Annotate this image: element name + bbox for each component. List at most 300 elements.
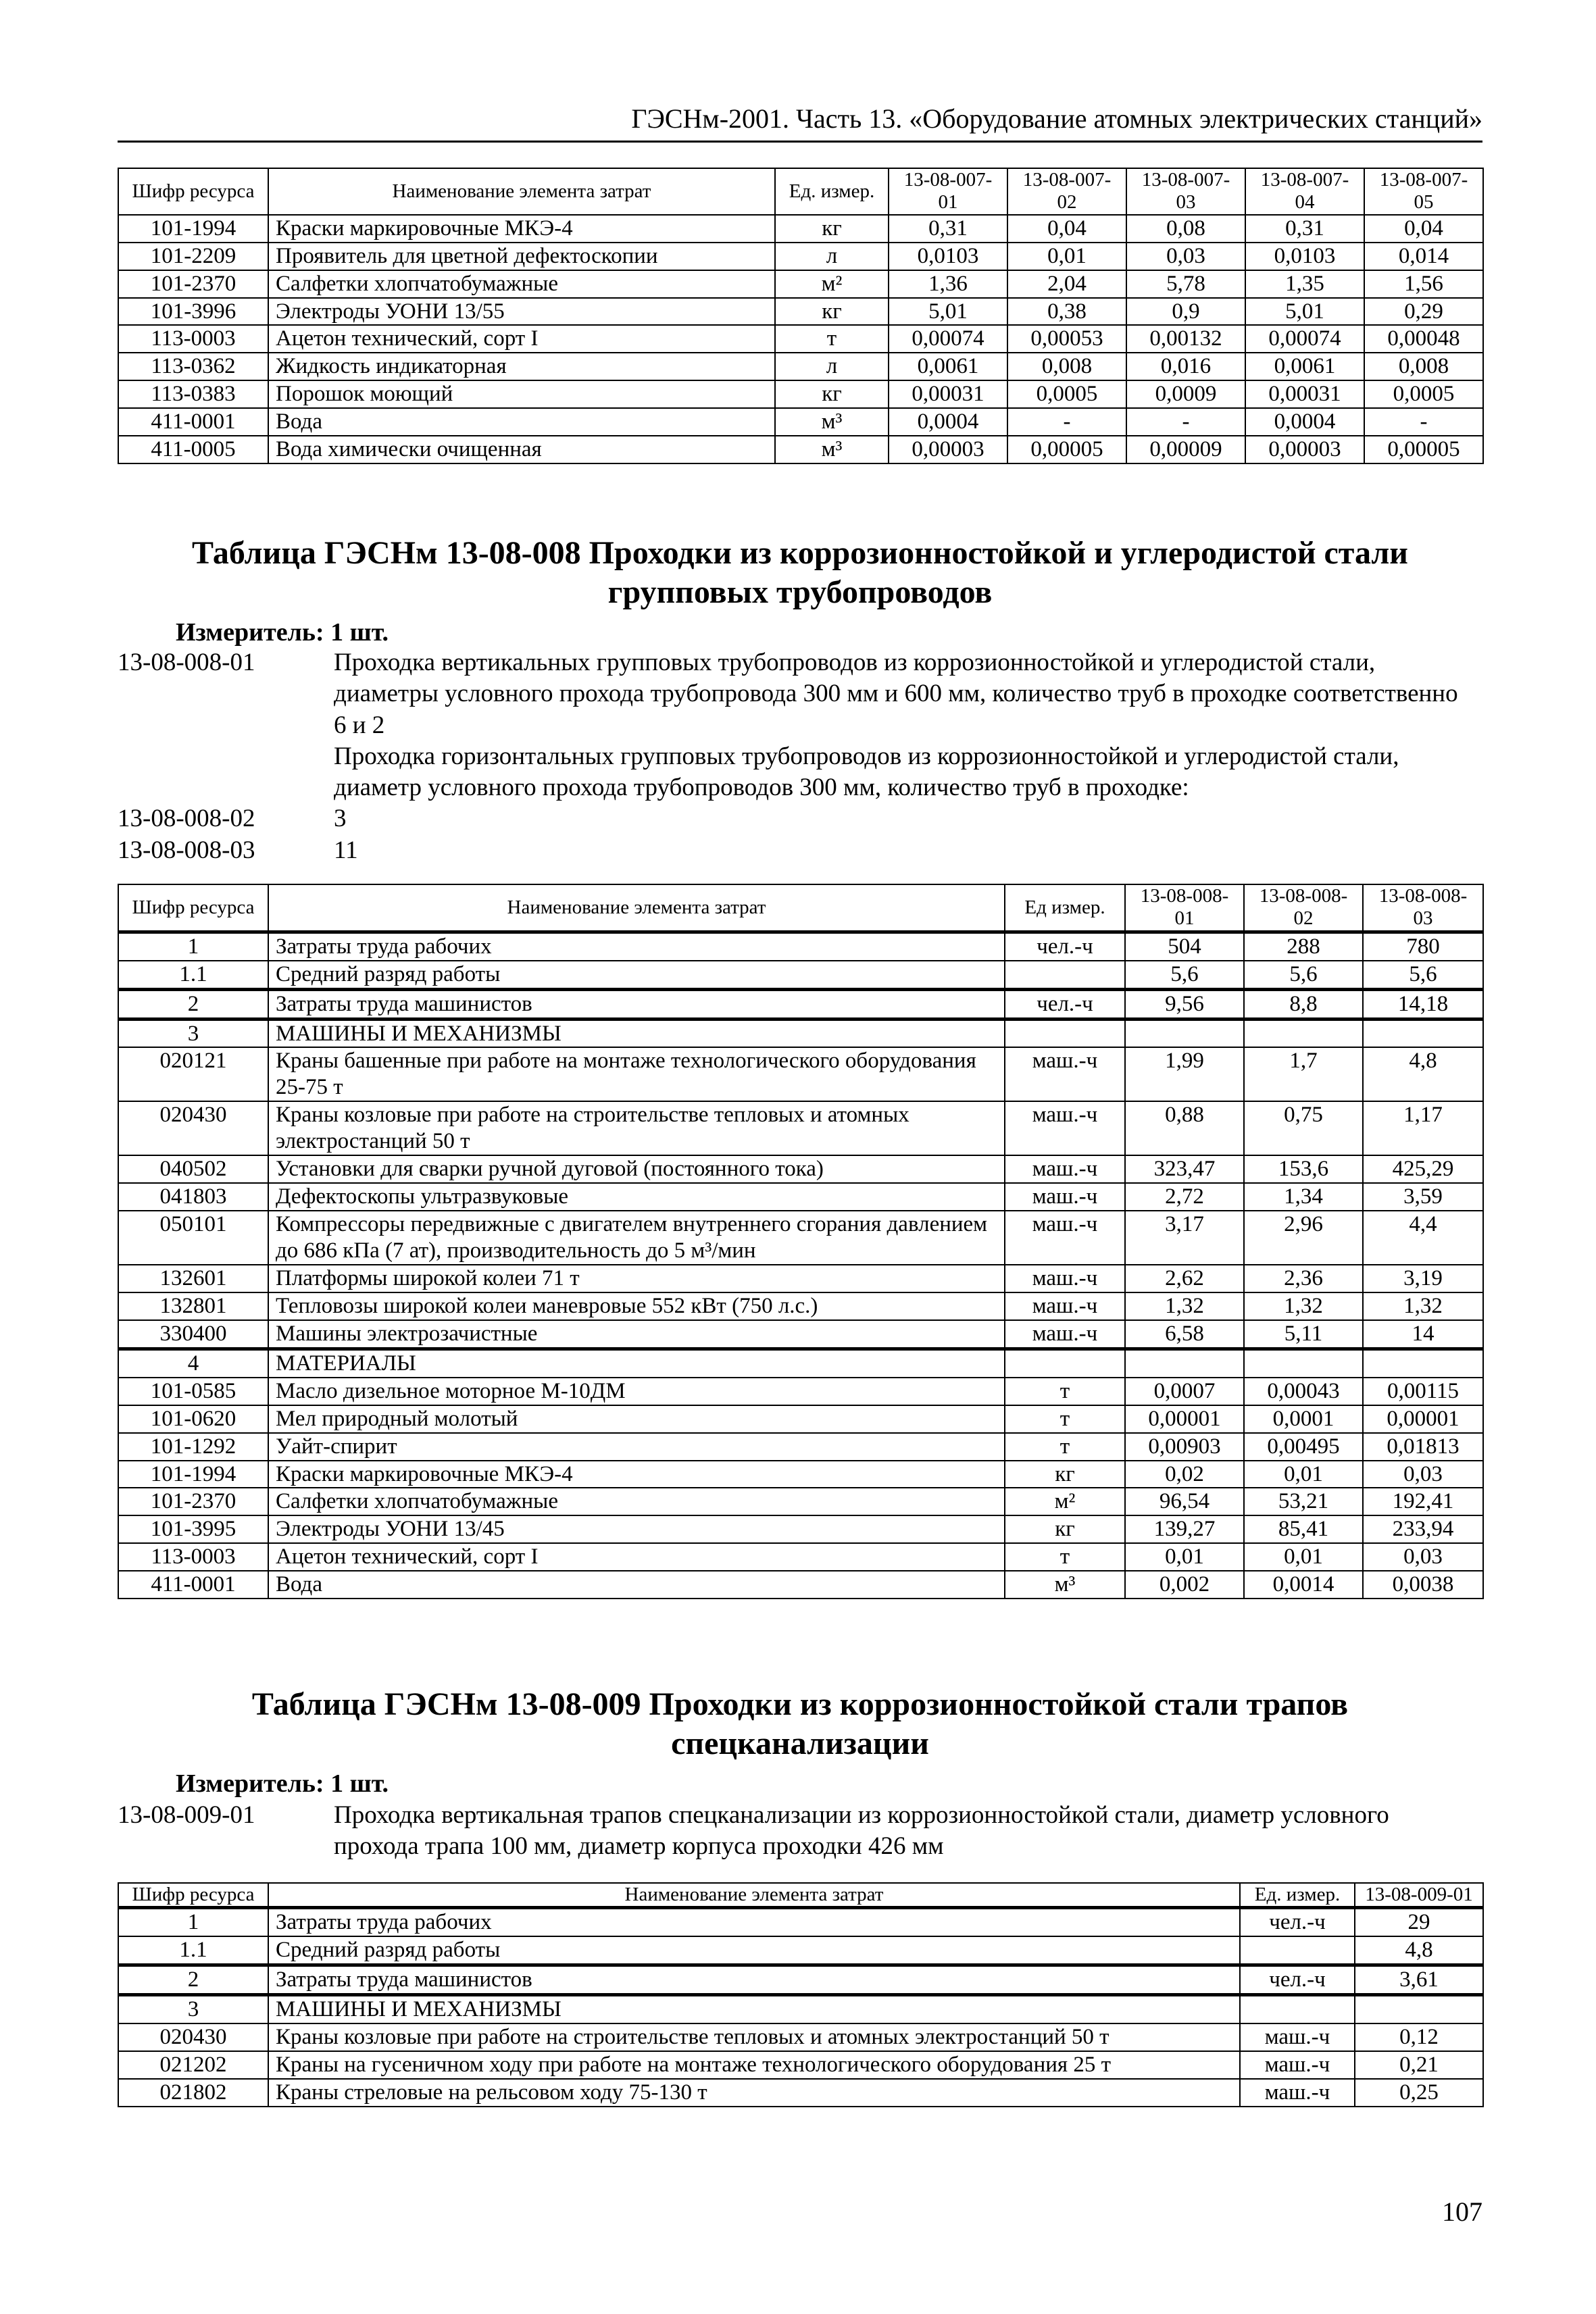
cell-code: 113-0362 — [118, 353, 268, 380]
cell-value: 0,00031 — [1245, 380, 1364, 408]
cell-unit: т — [775, 325, 889, 353]
cell-unit: т — [1005, 1433, 1125, 1461]
header-rule — [118, 141, 1482, 143]
cell-unit: маш.-ч — [1005, 1047, 1125, 1101]
cell-unit: м³ — [775, 408, 889, 436]
cell-unit: маш.-ч — [1240, 2079, 1355, 2107]
cell-code: 113-0383 — [118, 380, 268, 408]
cell-name: Затраты труда рабочих — [268, 932, 1005, 960]
cell-unit: т — [1005, 1405, 1125, 1433]
cell-value: 8,8 — [1244, 989, 1363, 1019]
cell-value — [1125, 1349, 1244, 1377]
table-title-13-08-009 — [118, 1685, 1482, 1763]
header-name: Наименование элемента затрат — [268, 1883, 1240, 1908]
header-col: 13-08-007-02 — [1007, 168, 1126, 215]
cell-value: 153,6 — [1244, 1155, 1363, 1183]
cell-code: 411-0001 — [118, 1571, 268, 1599]
cell-unit: маш.-ч — [1240, 2051, 1355, 2079]
cell-value: 0,29 — [1364, 298, 1483, 326]
table-row — [118, 1405, 1483, 1433]
cell-name: Тепловозы широкой колеи маневровые 552 кВт (750 л.с.) — [268, 1292, 1005, 1320]
cell-code: 101-1292 — [118, 1433, 268, 1461]
cell-name: Электроды УОНИ 13/45 — [268, 1515, 1005, 1543]
cell-value: 0,00001 — [1363, 1405, 1483, 1433]
cell-value: 0,00132 — [1126, 325, 1245, 353]
table-row — [118, 1265, 1483, 1292]
cell-value: 0,00009 — [1126, 436, 1245, 463]
cell-value: 0,00005 — [1364, 436, 1483, 463]
cell-value: 5,01 — [889, 298, 1007, 326]
table-title-13-08-008 — [118, 534, 1482, 611]
cell-code: 041803 — [118, 1183, 268, 1211]
description-code: 13-08-008-01 — [118, 649, 255, 676]
cell-value: 5,6 — [1363, 961, 1483, 989]
header-col: 13-08-008-01 — [1125, 884, 1244, 932]
cell-name: МАТЕРИАЛЫ — [268, 1349, 1005, 1377]
cell-value: 0,01 — [1244, 1543, 1363, 1571]
description-text: Проходка вертикальная трапов спецканализации из коррозионностойкой стали, диаметр условного прохода трапа 100 мм, диаметр корпуса проходки 426 мм — [334, 1801, 1389, 1861]
cell-value: 1,32 — [1244, 1292, 1363, 1320]
cell-value — [1363, 1349, 1483, 1377]
cell-value: 0,008 — [1364, 353, 1483, 380]
cell-value: 0,0004 — [1245, 408, 1364, 436]
cell-unit: маш.-ч — [1005, 1265, 1125, 1292]
cell-value: 0,03 — [1126, 243, 1245, 270]
cell-name: Ацетон технический, сорт I — [268, 325, 775, 353]
table-row — [118, 1349, 1483, 1377]
cell-value: 0,21 — [1355, 2051, 1483, 2079]
cell-name: Вода — [268, 1571, 1005, 1599]
cell-value: 3,19 — [1363, 1265, 1483, 1292]
cell-value: 192,41 — [1363, 1488, 1483, 1515]
cell-value: 5,78 — [1126, 270, 1245, 298]
header-col: 13-08-007-05 — [1364, 168, 1483, 215]
table-row — [118, 1101, 1483, 1155]
header-col: 13-08-008-03 — [1363, 884, 1483, 932]
cell-unit — [1240, 1936, 1355, 1965]
cell-value: 0,25 — [1355, 2079, 1483, 2107]
cell-value: 0,01 — [1007, 243, 1126, 270]
table-row — [118, 353, 1483, 380]
cell-name: Установки для сварки ручной дуговой (постоянного тока) — [268, 1155, 1005, 1183]
cell-unit: чел.-ч — [1240, 1908, 1355, 1936]
table-row — [118, 270, 1483, 298]
description-code: 13-08-008-02 — [118, 805, 255, 833]
table-row — [118, 1571, 1483, 1599]
cell-name: Уайт-спирит — [268, 1433, 1005, 1461]
table-row — [118, 1488, 1483, 1515]
description-row — [118, 803, 1482, 834]
cell-code: 101-2370 — [118, 1488, 268, 1515]
cell-name: Жидкость индикаторная — [268, 353, 775, 380]
cell-value: 3,59 — [1363, 1183, 1483, 1211]
cell-value: 6,58 — [1125, 1320, 1244, 1349]
table-row — [118, 380, 1483, 408]
header-code: Шифр ресурса — [118, 168, 268, 215]
cell-value: 0,0014 — [1244, 1571, 1363, 1599]
table-row — [118, 1155, 1483, 1183]
cell-name: Машины электрозачистные — [268, 1320, 1005, 1349]
cell-code: 1 — [118, 1908, 268, 1936]
table-row — [118, 1320, 1483, 1349]
description-code: 13-08-009-01 — [118, 1801, 255, 1829]
cell-unit: чел.-ч — [1005, 989, 1125, 1019]
table-row — [118, 1292, 1483, 1320]
cell-value: 0,75 — [1244, 1101, 1363, 1155]
cell-name: Салфетки хлопчатобумажные — [268, 270, 775, 298]
cell-code: 132601 — [118, 1265, 268, 1292]
cell-value: 0,00048 — [1364, 325, 1483, 353]
page-number: 107 — [1442, 2196, 1482, 2227]
cell-name: Порошок моющий — [268, 380, 775, 408]
cell-name: Средний разряд работы — [268, 961, 1005, 989]
cell-value: 0,01 — [1244, 1461, 1363, 1488]
cell-code: 101-1994 — [118, 1461, 268, 1488]
cell-value: 0,00003 — [889, 436, 1007, 463]
cell-value: 5,01 — [1245, 298, 1364, 326]
cell-name: МАШИНЫ И МЕХАНИЗМЫ — [268, 1019, 1005, 1047]
cell-code: 411-0001 — [118, 408, 268, 436]
cell-value: 1,32 — [1125, 1292, 1244, 1320]
cell-value: 0,9 — [1126, 298, 1245, 326]
cell-value: 0,00031 — [889, 380, 1007, 408]
cell-value: 780 — [1363, 932, 1483, 960]
cell-value: 5,11 — [1244, 1320, 1363, 1349]
cell-value: 0,00005 — [1007, 436, 1126, 463]
cell-value: 14 — [1363, 1320, 1483, 1349]
table-row — [118, 2051, 1483, 2079]
cell-unit: кг — [1005, 1461, 1125, 1488]
cell-code: 101-1994 — [118, 215, 268, 243]
cell-value: 1,17 — [1363, 1101, 1483, 1155]
title-line: групповых трубопроводов — [607, 574, 993, 610]
cell-value: 0,00003 — [1245, 436, 1364, 463]
cell-value: 1,99 — [1125, 1047, 1244, 1101]
cell-name: Краски маркировочные МКЭ-4 — [268, 215, 775, 243]
cell-value: 0,0005 — [1364, 380, 1483, 408]
cell-code: 4 — [118, 1349, 268, 1377]
cell-name: Салфетки хлопчатобумажные — [268, 1488, 1005, 1515]
table-row — [118, 2023, 1483, 2051]
cell-value: 0,00495 — [1244, 1433, 1363, 1461]
table-row — [118, 1515, 1483, 1543]
cell-unit — [1005, 1349, 1125, 1377]
cell-value: 2,62 — [1125, 1265, 1244, 1292]
table-row — [118, 436, 1483, 463]
cell-name: Масло дизельное моторное М-10ДМ — [268, 1378, 1005, 1405]
cell-value: - — [1364, 408, 1483, 436]
cell-value: 0,12 — [1355, 2023, 1483, 2051]
table-13-08-009 — [118, 1882, 1484, 2107]
header-col: 13-08-007-03 — [1126, 168, 1245, 215]
cell-value: 0,08 — [1126, 215, 1245, 243]
cell-unit: м³ — [1005, 1571, 1125, 1599]
table-row — [118, 325, 1483, 353]
cell-value: 1,32 — [1363, 1292, 1483, 1320]
header-col: 13-08-007-01 — [889, 168, 1007, 215]
cell-value: 1,35 — [1245, 270, 1364, 298]
cell-unit: м² — [775, 270, 889, 298]
cell-unit: м² — [1005, 1488, 1125, 1515]
cell-name: Ацетон технический, сорт I — [268, 1543, 1005, 1571]
cell-value: 1,36 — [889, 270, 1007, 298]
table-header-row — [118, 168, 1483, 215]
cell-name: Мел природный молотый — [268, 1405, 1005, 1433]
cell-unit: маш.-ч — [1005, 1292, 1125, 1320]
cell-code: 021202 — [118, 2051, 268, 2079]
cell-value: 5,6 — [1244, 961, 1363, 989]
cell-code: 113-0003 — [118, 325, 268, 353]
cell-value: 0,04 — [1364, 215, 1483, 243]
cell-code: 101-2370 — [118, 270, 268, 298]
cell-unit: чел.-ч — [1240, 1965, 1355, 1995]
cell-unit: кг — [775, 380, 889, 408]
cell-unit: чел.-ч — [1005, 932, 1125, 960]
cell-code: 020430 — [118, 1101, 268, 1155]
cell-value: 0,00074 — [1245, 325, 1364, 353]
cell-name: Проявитель для цветной дефектоскопии — [268, 243, 775, 270]
cell-value: 29 — [1355, 1908, 1483, 1936]
cell-code: 101-0585 — [118, 1378, 268, 1405]
cell-code: 2 — [118, 1965, 268, 1995]
cell-value: 233,94 — [1363, 1515, 1483, 1543]
cell-value — [1355, 1995, 1483, 2023]
cell-value: 0,00053 — [1007, 325, 1126, 353]
table-row — [118, 932, 1483, 960]
cell-value: 0,00043 — [1244, 1378, 1363, 1405]
cell-value: 139,27 — [1125, 1515, 1244, 1543]
cell-value: 0,0005 — [1007, 380, 1126, 408]
cell-value: 0,01 — [1125, 1543, 1244, 1571]
cell-value — [1244, 1349, 1363, 1377]
cell-code: 132801 — [118, 1292, 268, 1320]
cell-value: 1,34 — [1244, 1183, 1363, 1211]
description-text: 11 — [334, 836, 358, 864]
description-row — [118, 835, 1482, 866]
title-line: Таблица ГЭСНм 13-08-009 Проходки из коррозионностойкой стали трапов — [251, 1686, 1349, 1722]
cell-name: Компрессоры передвижные с двигателем внутреннего сгорания давлением до 686 кПа (7 ат), производительность до 5 м³/мин — [268, 1211, 1005, 1265]
table-row — [118, 298, 1483, 326]
table-row — [118, 1461, 1483, 1488]
cell-value: 0,00115 — [1363, 1378, 1483, 1405]
cell-code: 020430 — [118, 2023, 268, 2051]
table-row — [118, 1183, 1483, 1211]
cell-unit: кг — [775, 215, 889, 243]
table-description — [118, 1800, 1482, 1863]
cell-value: 0,0007 — [1125, 1378, 1244, 1405]
cell-value: 0,38 — [1007, 298, 1126, 326]
cell-name: Затраты труда машинистов — [268, 1965, 1240, 1995]
cell-unit: м³ — [775, 436, 889, 463]
cell-name: Затраты труда рабочих — [268, 1908, 1240, 1936]
cell-name: Краны на гусеничном ходу при работе на монтаже технологического оборудования 25 т — [268, 2051, 1240, 2079]
cell-code: 101-3996 — [118, 298, 268, 326]
cell-code: 040502 — [118, 1155, 268, 1183]
measure-label: Измеритель: 1 шт. — [176, 1769, 389, 1798]
cell-value: 0,03 — [1363, 1543, 1483, 1571]
title-line: спецканализации — [671, 1725, 929, 1761]
cell-unit: кг — [775, 298, 889, 326]
cell-code: 330400 — [118, 1320, 268, 1349]
table-row — [118, 243, 1483, 270]
header-unit: Ед. измер. — [1240, 1883, 1355, 1908]
cell-unit: л — [775, 353, 889, 380]
header-unit: Ед измер. — [1005, 884, 1125, 932]
header-col: 13-08-007-04 — [1245, 168, 1364, 215]
cell-value: 5,6 — [1125, 961, 1244, 989]
cell-name: Краски маркировочные МКЭ-4 — [268, 1461, 1005, 1488]
cell-unit: т — [1005, 1543, 1125, 1571]
cell-value — [1363, 1019, 1483, 1047]
cell-code: 020121 — [118, 1047, 268, 1101]
cell-value: 4,4 — [1363, 1211, 1483, 1265]
cell-name: Краны башенные при работе на монтаже технологического оборудования 25-75 т — [268, 1047, 1005, 1101]
table-header-row — [118, 1883, 1483, 1908]
cell-value: 0,0061 — [1245, 353, 1364, 380]
cell-name: Краны стреловые на рельсовом ходу 75-130 т — [268, 2079, 1240, 2107]
cell-value — [1125, 1019, 1244, 1047]
cell-name: Краны козловые при работе на строительстве тепловых и атомных электростанций 50 т — [268, 1101, 1005, 1155]
cell-value: 0,03 — [1363, 1461, 1483, 1488]
cell-name: Затраты труда машинистов — [268, 989, 1005, 1019]
cell-value: 3,61 — [1355, 1965, 1483, 1995]
cell-value: 0,002 — [1125, 1571, 1244, 1599]
cell-value: 0,04 — [1007, 215, 1126, 243]
cell-code: 1.1 — [118, 961, 268, 989]
cell-value: 2,36 — [1244, 1265, 1363, 1292]
cell-unit: маш.-ч — [1005, 1183, 1125, 1211]
description-text: Проходка вертикальных групповых трубопроводов из коррозионностойкой и углеродистой стали, диаметры условного прохода трубопровода 300 мм и 600 мм, количество труб в проходке соответственно 6 и 2 — [334, 649, 1458, 739]
cell-code: 2 — [118, 989, 268, 1019]
table-header-row — [118, 884, 1483, 932]
cell-value — [1244, 1019, 1363, 1047]
cell-name: Платформы широкой колеи 71 т — [268, 1265, 1005, 1292]
header-code: Шифр ресурса — [118, 884, 268, 932]
table-row — [118, 1019, 1483, 1047]
table-row — [118, 215, 1483, 243]
cell-value: 0,00001 — [1125, 1405, 1244, 1433]
cell-value: 323,47 — [1125, 1155, 1244, 1183]
table-row — [118, 1433, 1483, 1461]
table-row — [118, 1047, 1483, 1101]
cell-unit: маш.-ч — [1005, 1320, 1125, 1349]
cell-value: 0,00903 — [1125, 1433, 1244, 1461]
cell-unit: т — [1005, 1378, 1125, 1405]
cell-value: 0,014 — [1364, 243, 1483, 270]
cell-value: 0,0001 — [1244, 1405, 1363, 1433]
description-row — [118, 1800, 1482, 1863]
description-code: 13-08-008-03 — [118, 836, 255, 864]
header-unit: Ед. измер. — [775, 168, 889, 215]
cell-value: 9,56 — [1125, 989, 1244, 1019]
cell-value: 2,04 — [1007, 270, 1126, 298]
cell-value: - — [1007, 408, 1126, 436]
table-row — [118, 2079, 1483, 2107]
cell-code: 101-2209 — [118, 243, 268, 270]
table-row — [118, 1211, 1483, 1265]
cell-unit: маш.-ч — [1240, 2023, 1355, 2051]
cell-unit: маш.-ч — [1005, 1211, 1125, 1265]
cell-code: 101-0620 — [118, 1405, 268, 1433]
table-row — [118, 961, 1483, 989]
header-name: Наименование элемента затрат — [268, 884, 1005, 932]
description-text: 3 — [334, 805, 347, 833]
table-row — [118, 1936, 1483, 1965]
cell-value: 53,21 — [1244, 1488, 1363, 1515]
description-text: Проходка горизонтальных групповых трубопроводов из коррозионностойкой и углеродистой стали, диаметр условного прохода трубопроводов 300 мм, количество труб в проходке: — [334, 742, 1399, 801]
description-code — [118, 741, 334, 804]
cell-value: 96,54 — [1125, 1488, 1244, 1515]
cell-unit: маш.-ч — [1005, 1155, 1125, 1183]
cell-code: 113-0003 — [118, 1543, 268, 1571]
cell-unit: кг — [1005, 1515, 1125, 1543]
table-row — [118, 1378, 1483, 1405]
cell-name: МАШИНЫ И МЕХАНИЗМЫ — [268, 1995, 1240, 2023]
cell-code: 1.1 — [118, 1936, 268, 1965]
cell-name: Краны козловые при работе на строительстве тепловых и атомных электростанций 50 т — [268, 2023, 1240, 2051]
cell-value: 0,0061 — [889, 353, 1007, 380]
table-row — [118, 1908, 1483, 1936]
cell-value: 14,18 — [1363, 989, 1483, 1019]
header-col: 13-08-009-01 — [1355, 1883, 1483, 1908]
cell-value: 0,0004 — [889, 408, 1007, 436]
cell-value: 504 — [1125, 932, 1244, 960]
cell-value: 4,8 — [1355, 1936, 1483, 1965]
cell-value: 0,02 — [1125, 1461, 1244, 1488]
table-description — [118, 647, 1482, 866]
header-col: 13-08-008-02 — [1244, 884, 1363, 932]
cell-name: Средний разряд работы — [268, 1936, 1240, 1965]
cell-code: 411-0005 — [118, 436, 268, 463]
table-row — [118, 408, 1483, 436]
header-code: Шифр ресурса — [118, 1883, 268, 1908]
cell-value: - — [1126, 408, 1245, 436]
cell-value: 0,0103 — [1245, 243, 1364, 270]
table-13-08-007 — [118, 168, 1484, 464]
cell-code: 3 — [118, 1019, 268, 1047]
cell-value: 4,8 — [1363, 1047, 1483, 1101]
cell-unit — [1240, 1995, 1355, 2023]
description-row — [118, 741, 1482, 804]
cell-value: 0,31 — [1245, 215, 1364, 243]
cell-value: 1,7 — [1244, 1047, 1363, 1101]
cell-value: 0,00074 — [889, 325, 1007, 353]
table-row — [118, 1995, 1483, 2023]
cell-unit: л — [775, 243, 889, 270]
measure-label: Измеритель: 1 шт. — [176, 618, 389, 647]
cell-name: Вода — [268, 408, 775, 436]
description-row — [118, 647, 1482, 741]
cell-value: 0,0103 — [889, 243, 1007, 270]
cell-value: 0,01813 — [1363, 1433, 1483, 1461]
cell-name: Вода химически очищенная — [268, 436, 775, 463]
page-header: ГЭСНм-2001. Часть 13. «Оборудование атомных электрических станций» — [631, 103, 1482, 134]
cell-value: 1,56 — [1364, 270, 1483, 298]
cell-name: Дефектоскопы ультразвуковые — [268, 1183, 1005, 1211]
table-row — [118, 989, 1483, 1019]
cell-value: 85,41 — [1244, 1515, 1363, 1543]
cell-value: 0,016 — [1126, 353, 1245, 380]
cell-value: 288 — [1244, 932, 1363, 960]
cell-value: 0,008 — [1007, 353, 1126, 380]
cell-unit: маш.-ч — [1005, 1101, 1125, 1155]
table-row — [118, 1543, 1483, 1571]
cell-name: Электроды УОНИ 13/55 — [268, 298, 775, 326]
table-13-08-008 — [118, 884, 1484, 1599]
cell-value: 2,72 — [1125, 1183, 1244, 1211]
cell-code: 050101 — [118, 1211, 268, 1265]
cell-value: 425,29 — [1363, 1155, 1483, 1183]
